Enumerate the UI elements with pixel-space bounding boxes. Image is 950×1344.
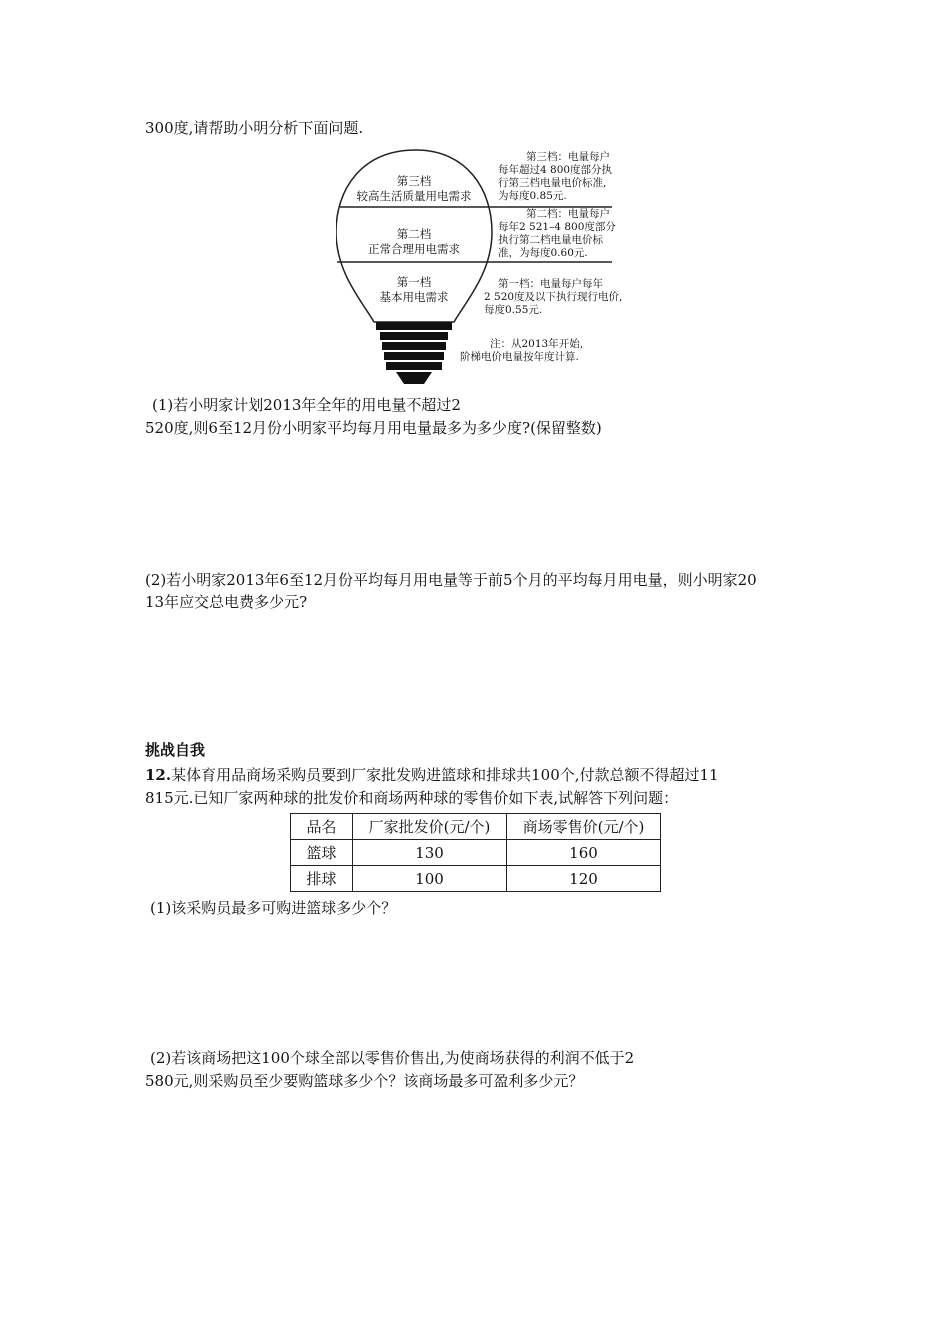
tier2-desc: 正常合理用电需求 [368, 242, 460, 256]
tier1-desc: 基本用电需求 [379, 290, 449, 304]
problem-12-text: 某体育用品商场采购员要到厂家批发购进篮球和排球共100个,付款总额不得超过11 [171, 766, 719, 784]
problem-number: 12. [145, 766, 172, 784]
tier2-note-line: 执行第二档电量电价标 [498, 234, 603, 246]
tier3-note [498, 151, 612, 203]
tier3-note-line: 为每度0.85元. [498, 190, 567, 202]
table-cell: 排球 [291, 866, 353, 892]
tier2-note-line: 准，为每度0.60元. [498, 247, 588, 259]
tier2-note [498, 208, 616, 260]
table-cell: 100 [353, 866, 507, 892]
problem-12-line-2: 815元.已知厂家两种球的批发价和商场两种球的零售价如下表,试解答下列问题： [145, 789, 679, 807]
tier1-title: 第一档 [396, 275, 432, 289]
tiered-pricing-bulb-figure [336, 142, 626, 386]
tier1-note-line: 2 520度及以下执行现行电价, [484, 291, 623, 303]
footnote-line: 注：从2013年开始, [490, 338, 584, 350]
question-2-line-1: (2)若小明家2013年6至12月份平均每月用电量等于前5个月的平均每月用电量，则小明家20 [145, 571, 757, 589]
footnote-line: 阶梯电价电量按年度计算. [460, 351, 579, 363]
question-2-line-2: 13年应交总电费多少元? [145, 593, 308, 611]
tier2-note-line: 第二档：电量每户 [526, 208, 610, 220]
problem-12-question-2-line-1: (2)若该商场把这100个球全部以零售价售出,为使商场获得的利润不低于2 [150, 1049, 635, 1067]
table-header-cell: 厂家批发价(元/个) [353, 814, 507, 840]
problem-12-line-1 [145, 765, 719, 785]
table-cell: 160 [507, 840, 661, 866]
tier3-desc: 较高生活质量用电需求 [356, 189, 472, 203]
table-cell: 130 [353, 840, 507, 866]
tier2-note-line: 每年2 521–4 800度部分 [498, 221, 616, 233]
tier2-title: 第二档 [396, 227, 432, 241]
tier1-label [339, 275, 489, 305]
tier3-note-line: 行第三档电量电价标准, [498, 177, 607, 189]
intro-line: 300度,请帮助小明分析下面问题. [145, 119, 364, 137]
table-cell: 篮球 [291, 840, 353, 866]
problem-12-question-2-line-2: 580元,则采购员至少要购篮球多少个？该商场最多可盈利多少元？ [145, 1072, 584, 1090]
table-cell: 120 [507, 866, 661, 892]
tier1-note-line: 每度0.55元. [484, 304, 543, 316]
table-row [291, 866, 661, 892]
question-1-line-2: 520度,则6至12月份小明家平均每月用电量最多为多少度?(保留整数) [145, 419, 602, 437]
problem-12-question-1: (1)该采购员最多可购进篮球多少个？ [150, 899, 397, 917]
price-table [290, 813, 661, 892]
footnote [460, 338, 583, 364]
table-row [291, 840, 661, 866]
question-1-line-1: (1)若小明家计划2013年全年的用电量不超过2 [152, 396, 461, 414]
table-header-cell: 商场零售价(元/个) [507, 814, 661, 840]
table-header-row [291, 814, 661, 840]
tier3-title: 第三档 [396, 174, 432, 188]
tier3-note-line: 第三档：电量每户 [526, 151, 610, 163]
table-header-cell: 品名 [291, 814, 353, 840]
tier1-note-line: 第一档：电量每户每年 [498, 278, 603, 290]
section-title: 挑战自我 [145, 741, 206, 759]
tier3-label [339, 174, 489, 204]
tier3-note-line: 每年超过4 800度部分执 [498, 164, 613, 176]
tier2-label [339, 227, 489, 257]
tier1-note [484, 278, 622, 317]
